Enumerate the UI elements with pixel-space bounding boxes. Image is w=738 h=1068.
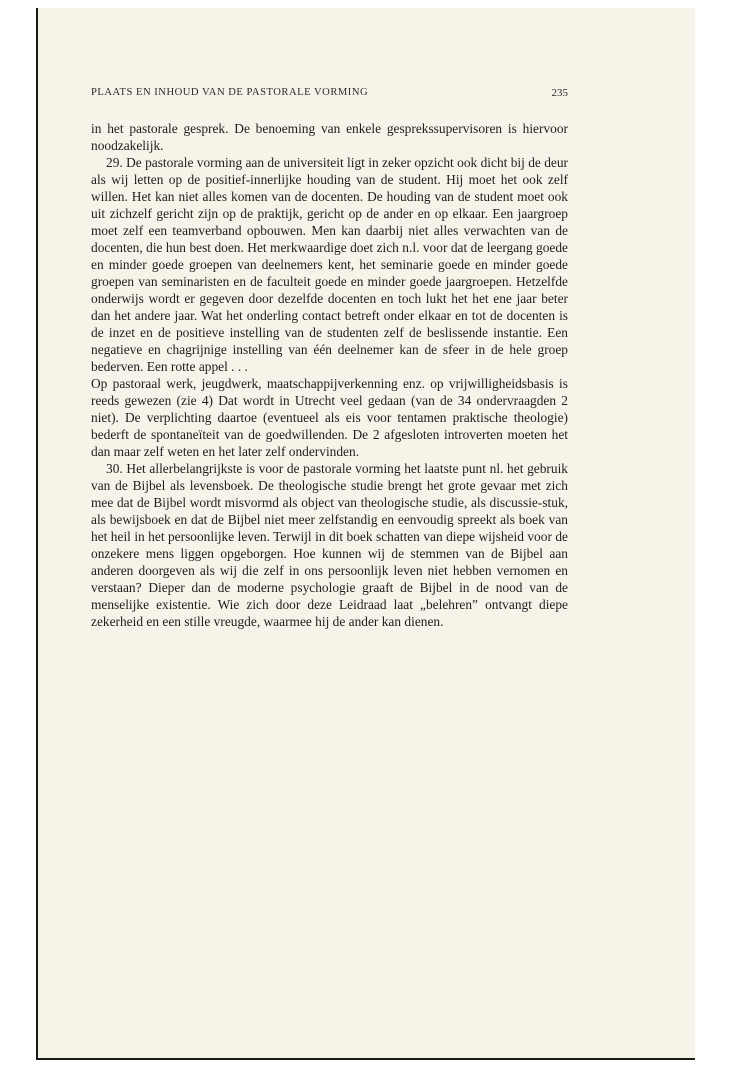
paragraph-29: 29. De pastorale vorming aan de universiteit ligt in zeker opzicht ook dicht bij de deur als wij letten op de positief-innerlijke houding van de student. Hij moet het ook zelf willen. Het kan niet alles komen van de docenten. De houding van de student moet ook uit zichzelf gericht zijn op de praktijk, gericht op de ander en op elkaar. Een jaargroep moet zelf een teamverband opbouwen. Men kan daarbij niet alles verwachten van de docenten, die hun best doen. Het merkwaardige doet zich n.l. voor dat de leergang goede en minder goede groepen van deelnemers kent, het seminarie goede en minder goede groepen van seminaristen en de faculteit goede en minder goede jaargroepen. Hetzelfde onderwijs wordt er gegeven door dezelfde docenten en toch lukt het het ene jaar beter dan het andere jaar. Wat het onderling contact betreft onder elkaar en tot de docenten is de inzet en de positieve instelling van de studenten zelf de beslissende instantie. Een negatieve en chagrijnige instelling van één deelnemer kan de sfeer in de hele groep bederven. Een rotte appel . . .: [91, 155, 568, 374]
header-title: PLAATS EN INHOUD VAN DE PASTORALE VORMING: [91, 87, 369, 98]
body-text: [91, 120, 568, 630]
page-number: 235: [551, 87, 568, 99]
paragraph-30: 30. Het allerbelangrijkste is voor de pastorale vorming het laatste punt nl. het gebruik van de Bijbel als levensboek. De theologische studie brengt het grote gevaar met zich mee dat de Bijbel wordt misvormd als object van theologische studie, als discussie-stuk, als bewijsboek en dat de Bijbel niet meer zelfstandig en eenvoudig spreekt als boek van het heil in het persoonlijke leven. Terwijl in dit boek schatten van diepe wijsheid voor de onzekere mens liggen opgeborgen. Hoe kunnen wij de stemmen van de Bijbel aan anderen doorgeven als wij die zelf in ons persoonlijk leven niet hebben vernomen en verstaan? Dieper dan de moderne psychologie graaft de Bijbel in de nood van de menselijke existentie. Wie zich door deze Leidraad laat „belehren” ontvangt diepe zekerheid en een stille vreugde, waarmee hij de ander kan dienen.: [91, 461, 568, 629]
running-header: [91, 87, 568, 103]
paragraph-vrijwilligheid: Op pastoraal werk, jeugdwerk, maatschappijverkenning enz. op vrijwilligheidsbasis is reeds gewezen (zie 4) Dat wordt in Utrecht veel gedaan (van de 34 ondervraagden 2 niet). De verplichting daartoe (eventueel als eis voor tentamen praktische theologie) bederft de spontaneïteit van de goedwillenden. De 2 afgesloten introverten moeten het dan maar zelf weten en het later zelf ondervinden.: [91, 376, 568, 459]
paragraph-continuation: in het pastorale gesprek. De benoeming van enkele gesprekssupervisoren is hiervoor noodzakelijk.: [91, 121, 568, 153]
